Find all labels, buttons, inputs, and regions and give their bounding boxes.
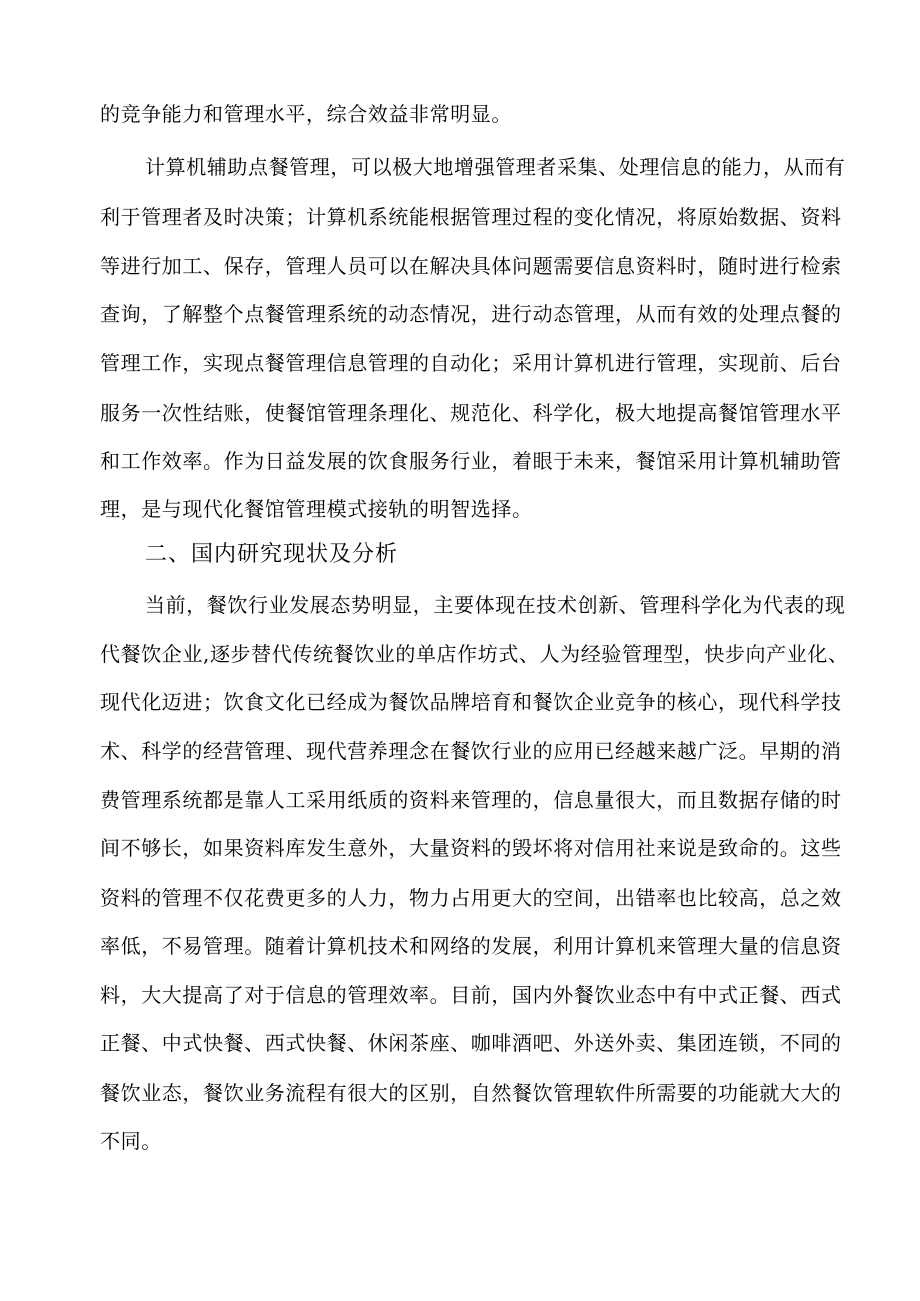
paragraph-1-line-1: 的竞争能力和管理水平，综合效益非常明显。 xyxy=(100,102,512,126)
paragraph-3-line-8: 率低，不易管理。随着计算机技术和网络的发展，利用计算机来管理大量的信息资 xyxy=(100,934,842,958)
paragraph-3-line-10: 正餐、中式快餐、西式快餐、休闲茶座、咖啡酒吧、外送外卖、集团连锁，不同的 xyxy=(100,1031,842,1055)
paragraph-2-line-1: 计算机辅助点餐管理，可以极大地增强管理者采集、处理信息的能力，从而有 xyxy=(145,155,846,179)
paragraph-2-line-2: 利于管理者及时决策；计算机系统能根据管理过程的变化情况，将原始数据、资料 xyxy=(100,205,842,229)
paragraph-2-line-6: 服务一次性结账，使餐馆管理条理化、规范化、科学化，极大地提高餐馆管理水平 xyxy=(100,401,842,425)
paragraph-3-line-2: 代餐饮企业,逐步替代传统餐饮业的单店作坊式、人为经验管理型，快步向产业化、 xyxy=(100,642,849,666)
paragraph-3-line-7: 资料的管理不仅花费更多的人力，物力占用更大的空间，出错率也比较高，总之效 xyxy=(100,886,842,910)
paragraph-2-line-8: 理，是与现代化餐馆管理模式接轨的明智选择。 xyxy=(100,497,533,521)
paragraph-3-line-3: 现代化迈进；饮食文化已经成为餐饮品牌培育和餐饮企业竞争的核心，现代科学技 xyxy=(100,690,842,714)
section-heading: 二、国内研究现状及分析 xyxy=(145,542,399,567)
paragraph-2-line-3: 等进行加工、保存，管理人员可以在解决具体问题需要信息资料时，随时进行检索 xyxy=(100,254,842,278)
paragraph-3-line-12: 不同。 xyxy=(100,1129,162,1153)
paragraph-3-line-9: 料，大大提高了对于信息的管理效率。目前，国内外餐饮业态中有中式正餐、西式 xyxy=(100,983,842,1007)
paragraph-2-line-4: 查询，了解整个点餐管理系统的动态情况，进行动态管理，从而有效的处理点餐的 xyxy=(100,302,842,326)
paragraph-2-line-5: 管理工作，实现点餐管理信息管理的自动化；采用计算机进行管理，实现前、后台 xyxy=(100,351,842,375)
paragraph-3-line-4: 术、科学的经营管理、现代营养理念在餐饮行业的应用已经越来越广泛。早期的消 xyxy=(100,739,842,763)
paragraph-3-line-6: 间不够长，如果资料库发生意外，大量资料的毁坏将对信用社来说是致命的。这些 xyxy=(100,836,842,860)
paragraph-3-line-5: 费管理系统都是靠人工采用纸质的资料来管理的，信息量很大，而且数据存储的时 xyxy=(100,788,842,812)
paragraph-3-line-1: 当前，餐饮行业发展态势明显，主要体现在技术创新、管理科学化为代表的现 xyxy=(145,593,846,617)
paragraph-3-line-11: 餐饮业态，餐饮业务流程有很大的区别，自然餐饮管理软件所需要的功能就大大的 xyxy=(100,1081,842,1105)
paragraph-2-line-7: 和工作效率。作为日益发展的饮食服务行业，着眼于未来，餐馆采用计算机辅助管 xyxy=(100,449,842,473)
